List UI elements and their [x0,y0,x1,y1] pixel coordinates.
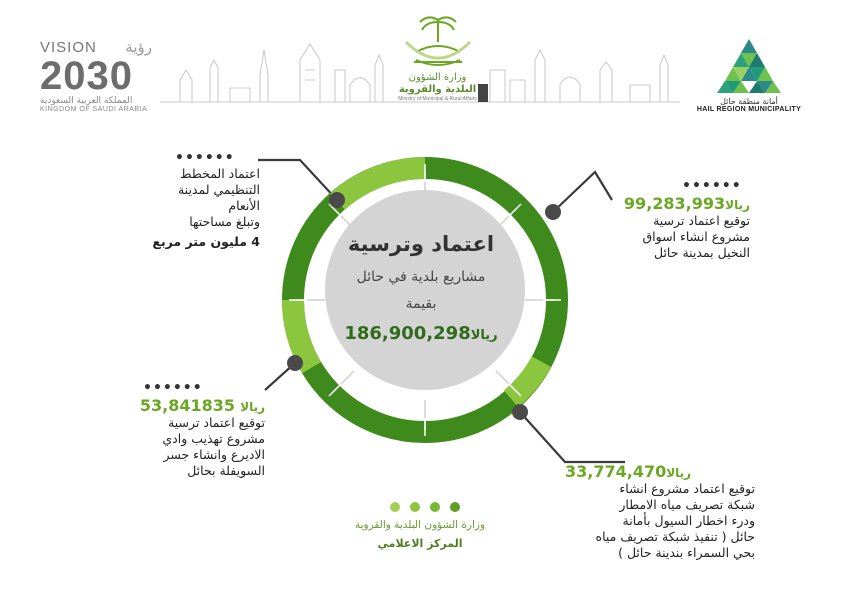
center-subtitle-1: مشاريع بلدية في حائل [356,269,486,285]
dots-top-left: •••••• [175,150,235,166]
item-bottom-left-line-1: توقيع اعتماد ترسية [168,415,265,430]
item-bottom-right-line-5: بحي السمراء بندينة حائل ) [618,545,755,560]
item-bottom-left [115,380,265,479]
item-top-left-line-1: اعتماد المخطط [180,166,260,181]
connector-knob-bottom-right [512,404,528,420]
connector-bottom-right [520,412,625,462]
item-top-right-line-2: مشروع انشاء اسواق [642,229,750,244]
item-bottom-left-line-4: السويفلة بحائل [187,463,265,478]
vision-year: 2030 [40,54,133,98]
connector-knob-top-left [329,192,345,208]
item-top-left-line-2: التنظيمي لمدينة [177,182,260,197]
item-top-right-line-1: توقيع اعتماد ترسية [653,213,750,228]
vision-label-ar: رؤية [125,39,152,56]
ministry-name-ar-2: البلدية والقروية [398,84,477,95]
item-bottom-left-line-2: مشروع تهذيب وادي [162,431,265,446]
dots-top-right: •••••• [682,178,742,194]
item-bottom-right [565,462,755,561]
item-bottom-left-currency: ريالا [240,400,265,414]
connector-top-left [258,160,337,200]
item-top-right-amount: 99,283,993 [623,194,726,213]
item-top-right-line-3: النخيل بمدينة حائل [653,245,750,260]
item-bottom-left-amount-line [115,396,265,415]
center-amount-line [328,323,514,344]
item-top-left [150,150,260,250]
item-bottom-right-currency: ريالا [666,466,692,480]
footer-dots [385,500,465,514]
item-top-left-line-3: الأنعام [228,198,260,213]
connector-knob-top-right [545,204,561,220]
ministry-name-en: Ministry of Municipal & Rural Affairs [398,96,477,102]
item-top-left-highlight: 4 مليون متر مربع [152,234,260,249]
item-top-right [600,178,750,261]
item-top-left-line-4: وتبلغ مساحتها [189,214,260,229]
hail-name-ar: أمانة منطقة حائل [720,97,778,106]
ministry-name-ar-1: وزارة الشؤون [408,72,467,83]
item-bottom-right-line-1: توقيع اعتماد مشروع انشاء [619,481,755,496]
item-top-right-amount-line [600,194,750,213]
center-title: اعتماد وترسية [347,232,495,256]
item-bottom-right-amount: 33,774,470 [565,462,667,481]
item-bottom-left-amount: 53,841835 [139,396,236,415]
hail-name-en: HAIL REGION MUNICIPALITY [696,106,802,113]
item-bottom-right-line-3: ودرء اخطار السيول بأمانة [622,513,755,528]
item-bottom-right-line-2: شبكة تصريف مياه الامطار [619,497,755,512]
center-amount: 186,900,298 [344,323,471,344]
item-top-right-currency: ريالا [725,198,750,212]
item-bottom-left-line-3: الاديرع وانشاء جسر [163,447,265,462]
center-currency: ريالا [470,328,498,343]
vision-label: VISION [40,38,97,56]
center-disc [325,190,525,390]
footer-ministry-name: وزارة الشؤون البلدية والقروية [354,519,486,531]
connector-knob-bottom-left [287,355,303,371]
vision-sub-en: KINGDOM OF SAUDI ARABIA [40,106,148,113]
center-subtitle-2: بقيمة [405,296,437,312]
dots-bottom-left: •••••• [143,380,203,396]
item-bottom-right-line-4: حائل ( تنفيذ شبكة تصريف مياه [595,529,755,544]
item-bottom-right-amount-line [565,462,755,481]
footer-media-center: المركز الاعلامي [377,537,463,550]
vision-sub-ar: المملكة العربية السعودية [40,96,133,106]
